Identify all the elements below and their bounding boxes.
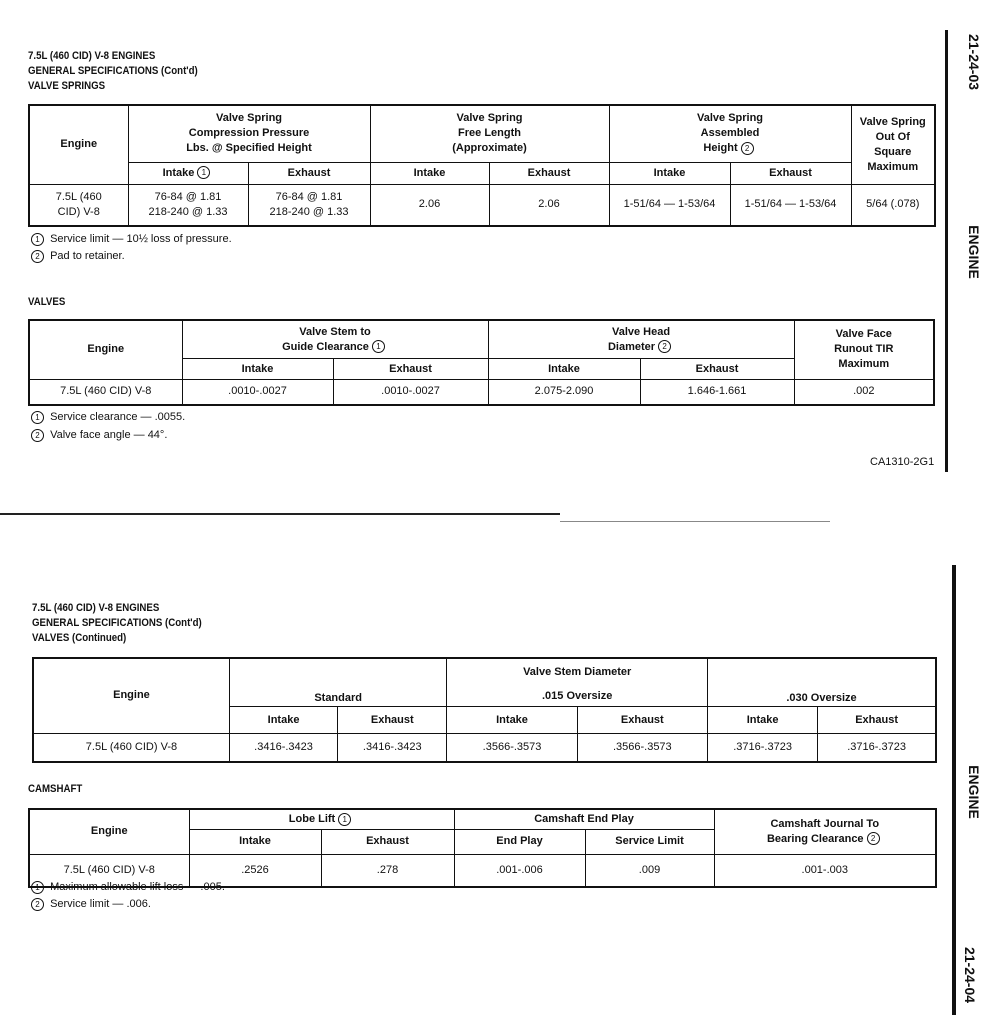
footnote-2-marker: 2 (658, 340, 671, 353)
footnote: 1 Service limit — 10½ loss of pressure. (28, 232, 232, 246)
cell-out-of-square: 5/64 (.078) (851, 184, 935, 226)
section-title-valves: VALVES (28, 296, 66, 308)
row-engine: 7.5L (460 CID) V-8 (29, 184, 128, 226)
section-label: ENGINE (966, 765, 982, 819)
subheader-intake: Intake (488, 359, 640, 379)
page-number: 21-24-03 (966, 33, 982, 91)
header-title: 7.5L (460 CID) V-8 ENGINES (32, 602, 160, 614)
engine-header: Engine (29, 809, 189, 854)
subheader-intake: Intake (609, 162, 730, 184)
cell-030-intake: .3716-.3723 (707, 733, 817, 762)
subheader-exhaust: Exhaust (248, 162, 370, 184)
end-play-header: Camshaft End Play (454, 809, 714, 830)
table-row (33, 733, 936, 762)
lobe-lift-header: Lobe Lift 1 (189, 809, 454, 830)
cell-lobe-intake: .2526 (189, 854, 321, 887)
page-edge-rule (945, 30, 948, 472)
section-title-valve-springs: VALVE SPRINGS (28, 80, 106, 92)
engine-header: Engine (33, 658, 229, 733)
footnotes-camshaft (28, 880, 225, 911)
footnote: 2 Valve face angle — 44°. (28, 428, 185, 442)
cell-comp-intake: 76-84 @ 1.81 218-240 @ 1.33 (128, 184, 248, 226)
subheader-intake: Intake (189, 830, 321, 855)
engine-header: Engine (29, 105, 128, 184)
cell-journal-clearance: .001-.003 (714, 854, 936, 887)
subheader-exhaust: Exhaust (818, 707, 936, 734)
footnote: 1 Maximum allowable lift loss — .005. (28, 880, 225, 894)
footnote-1-marker: 1 (372, 340, 385, 353)
page-header (28, 49, 198, 94)
assembled-height-header: Valve Spring Assembled Height 2 (609, 105, 851, 162)
page-edge-rule (952, 565, 956, 1015)
subheader-intake: Intake (229, 707, 337, 734)
free-length-header: Valve Spring Free Length (Approximate) (370, 105, 609, 162)
oversize-030-header: .030 Oversize (707, 658, 936, 707)
out-of-square-header: Valve Spring Out Of Square Maximum (851, 105, 935, 184)
section-label: ENGINE (966, 225, 982, 279)
standard-header: Standard (229, 658, 446, 707)
subheader-exhaust: Exhaust (730, 162, 851, 184)
cell-stem-intake: .0010-.0027 (182, 379, 333, 405)
footnote-1-marker: 1 (338, 813, 351, 826)
row-engine: 7.5L (460 CID) V-8 (29, 379, 182, 405)
cell-standard-exhaust: .3416-.3423 (338, 733, 447, 762)
subheader-exhaust: Exhaust (321, 830, 454, 855)
cell-015-exhaust: .3566-.3573 (577, 733, 707, 762)
header-subtitle: GENERAL SPECIFICATIONS (Cont'd) (28, 65, 198, 77)
row-engine: 7.5L (460 CID) V-8 (29, 854, 189, 887)
footnotes-springs (28, 232, 232, 263)
cell-comp-exhaust: 76-84 @ 1.81 218-240 @ 1.33 (248, 184, 370, 226)
valve-head-header: Valve Head Diameter 2 (488, 320, 794, 359)
valves-table (28, 319, 935, 406)
cell-standard-intake: .3416-.3423 (229, 733, 337, 762)
subheader-exhaust: Exhaust (489, 162, 609, 184)
valve-stem-diameter-table (32, 657, 937, 763)
valve-springs-table (28, 104, 936, 227)
table-row (29, 184, 935, 226)
subheader-exhaust: Exhaust (338, 707, 447, 734)
cell-head-exhaust: 1.646-1.661 (640, 379, 794, 405)
subheader-end-play: End Play (454, 830, 585, 855)
subheader-intake: Intake (707, 707, 817, 734)
subheader-exhaust: Exhaust (333, 359, 488, 379)
figure-code: CA1310-2G1 (870, 456, 935, 468)
footnote-1-marker: 1 (197, 166, 210, 179)
header-subtitle: GENERAL SPECIFICATIONS (Cont'd) (32, 617, 202, 629)
cell-head-intake: 2.075-2.090 (488, 379, 640, 405)
cell-free-intake: 2.06 (370, 184, 489, 226)
subheader-intake: Intake (447, 707, 577, 734)
compression-pressure-header: Valve Spring Compression Pressure Lbs. @ Specified Height (128, 105, 370, 162)
page-divider (560, 521, 830, 522)
footnote: 2 Pad to retainer. (28, 249, 232, 263)
subheader-intake: Intake 1 (128, 162, 248, 184)
cell-assembled-intake: 1-51/64 — 1-53/64 (609, 184, 730, 226)
journal-clearance-header: Camshaft Journal To Bearing Clearance 2 (714, 809, 936, 854)
camshaft-table (28, 808, 937, 888)
cell-assembled-exhaust: 1-51/64 — 1-53/64 (730, 184, 851, 226)
subheader-service-limit: Service Limit (585, 830, 714, 855)
cell-end-play: .001-.006 (454, 854, 585, 887)
subheader-intake: Intake (370, 162, 489, 184)
footnote: 1 Service clearance — .0055. (28, 410, 185, 424)
cell-service-limit: .009 (585, 854, 714, 887)
subheader-intake: Intake (182, 359, 333, 379)
footnote-2-marker: 2 (741, 142, 754, 155)
subheader-exhaust: Exhaust (577, 707, 707, 734)
cell-015-intake: .3566-.3573 (447, 733, 577, 762)
row-engine: 7.5L (460 CID) V-8 (33, 733, 229, 762)
footnotes-valves (28, 410, 185, 442)
section-title-valves-continued: VALVES (Continued) (32, 632, 127, 644)
cell-free-exhaust: 2.06 (489, 184, 609, 226)
table-row (29, 379, 934, 405)
valve-face-header: Valve Face Runout TIR Maximum (794, 320, 934, 379)
page-number: 21-24-04 (962, 946, 978, 1004)
footnote: 2 Service limit — .006. (28, 897, 225, 911)
cell-lobe-exhaust: .278 (321, 854, 454, 887)
subheader-exhaust: Exhaust (640, 359, 794, 379)
cell-stem-exhaust: .0010-.0027 (333, 379, 488, 405)
stem-clearance-header: Valve Stem to Guide Clearance 1 (182, 320, 488, 359)
page-header (32, 601, 202, 646)
cell-030-exhaust: .3716-.3723 (818, 733, 936, 762)
section-title-camshaft: CAMSHAFT (28, 783, 83, 795)
stem-diameter-header: Valve Stem Diameter (447, 658, 708, 687)
cell-face-runout: .002 (794, 379, 934, 405)
engine-header: Engine (29, 320, 182, 379)
footnote-2-marker: 2 (867, 832, 880, 845)
oversize-015-header: .015 Oversize (447, 687, 708, 707)
header-title: 7.5L (460 CID) V-8 ENGINES (28, 50, 156, 62)
page-divider (0, 513, 560, 515)
